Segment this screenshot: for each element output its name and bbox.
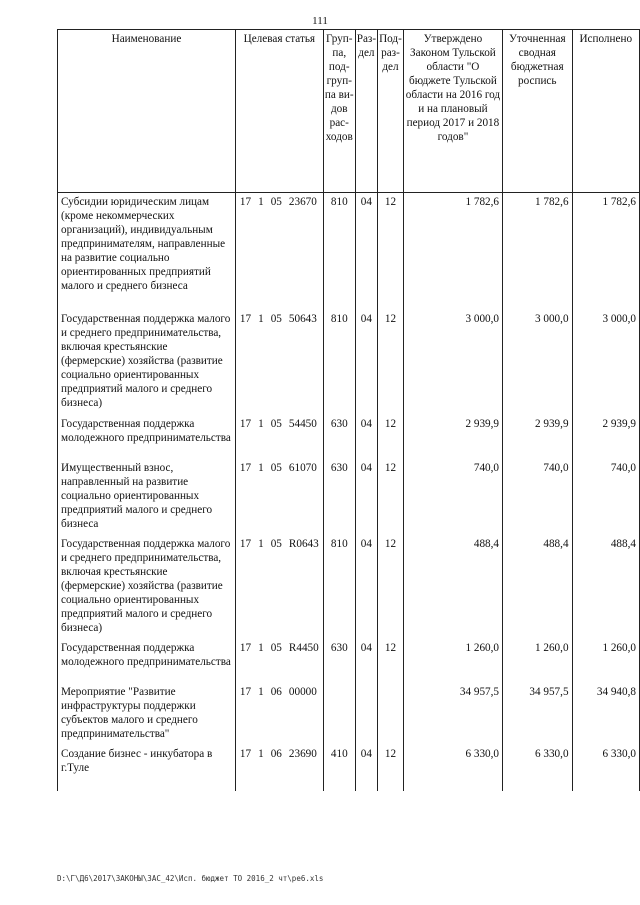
table-row bbox=[58, 310, 640, 415]
row-name: Субсидии юридическим лицам (кроме некоммерческих организаций), индивидуальным предпринимателям, направленные на развитие социально ориентированных предприятий малого и среднего бизнеса bbox=[58, 193, 236, 310]
code-event: 05 bbox=[270, 312, 282, 325]
row-refined: 488,4 bbox=[503, 535, 573, 639]
row-section: 04 bbox=[355, 310, 377, 415]
row-section bbox=[355, 683, 377, 745]
row-section: 04 bbox=[355, 535, 377, 639]
row-section: 04 bbox=[355, 639, 377, 683]
row-target-code bbox=[235, 415, 323, 459]
table-row bbox=[58, 535, 640, 639]
row-name: Создание бизнес - инкубатора в г.Туле bbox=[58, 745, 236, 791]
budget-table bbox=[57, 29, 640, 791]
code-event: 06 bbox=[270, 747, 282, 760]
row-group: 630 bbox=[323, 639, 355, 683]
code-event: 05 bbox=[270, 641, 282, 654]
code-subprogram: 1 bbox=[258, 747, 264, 760]
code-subprogram: 1 bbox=[258, 417, 264, 430]
row-executed: 34 940,8 bbox=[572, 683, 639, 745]
header-subsection: Под-раз-дел bbox=[378, 30, 404, 193]
table-row bbox=[58, 745, 640, 791]
row-approved: 6 330,0 bbox=[403, 745, 502, 791]
table-row bbox=[58, 193, 640, 310]
row-group: 630 bbox=[323, 459, 355, 535]
row-group: 630 bbox=[323, 415, 355, 459]
row-group: 810 bbox=[323, 535, 355, 639]
code-subprogram: 1 bbox=[258, 312, 264, 325]
header-section: Раз-дел bbox=[355, 30, 377, 193]
code-direction: R0643 bbox=[288, 537, 319, 550]
code-program: 17 bbox=[239, 312, 252, 325]
row-name: Государственная поддержка молодежного предпринимательства bbox=[58, 415, 236, 459]
header-executed: Исполнено bbox=[572, 30, 639, 193]
code-program: 17 bbox=[239, 537, 252, 550]
row-approved: 1 782,6 bbox=[403, 193, 502, 310]
row-subsection: 12 bbox=[378, 639, 404, 683]
code-program: 17 bbox=[239, 417, 252, 430]
row-target-code bbox=[235, 535, 323, 639]
row-executed: 6 330,0 bbox=[572, 745, 639, 791]
header-refined: Уточненная сводная бюджетная роспись bbox=[503, 30, 573, 193]
code-event: 05 bbox=[270, 461, 282, 474]
row-approved: 3 000,0 bbox=[403, 310, 502, 415]
row-approved: 488,4 bbox=[403, 535, 502, 639]
footer-file-path: D:\Г\Д6\2017\ЗАКОНЫ\ЗАС_42\Исп. бюджет ТО 2016_2 чт\ре6.xls bbox=[57, 874, 324, 883]
code-program: 17 bbox=[239, 461, 252, 474]
code-subprogram: 1 bbox=[258, 685, 264, 698]
row-refined: 34 957,5 bbox=[503, 683, 573, 745]
row-section: 04 bbox=[355, 745, 377, 791]
row-name: Имущественный взнос, направленный на развитие социально ориентированных предприятий малого и среднего бизнеса bbox=[58, 459, 236, 535]
row-subsection: 12 bbox=[378, 193, 404, 310]
table-row bbox=[58, 459, 640, 535]
row-executed: 2 939,9 bbox=[572, 415, 639, 459]
row-executed: 1 782,6 bbox=[572, 193, 639, 310]
row-subsection: 12 bbox=[378, 535, 404, 639]
row-target-code bbox=[235, 459, 323, 535]
code-subprogram: 1 bbox=[258, 641, 264, 654]
row-target-code bbox=[235, 745, 323, 791]
table-row bbox=[58, 415, 640, 459]
code-direction: 61070 bbox=[288, 461, 317, 474]
code-direction: 50643 bbox=[288, 312, 317, 325]
code-subprogram: 1 bbox=[258, 196, 264, 208]
row-subsection bbox=[378, 683, 404, 745]
row-refined: 1 260,0 bbox=[503, 639, 573, 683]
row-subsection: 12 bbox=[378, 415, 404, 459]
row-subsection: 12 bbox=[378, 459, 404, 535]
code-direction: R4450 bbox=[288, 641, 319, 654]
code-direction: 23690 bbox=[288, 747, 317, 760]
row-name: Государственная поддержка молодежного предпринимательства bbox=[58, 639, 236, 683]
code-program: 17 bbox=[239, 196, 252, 208]
row-refined: 740,0 bbox=[503, 459, 573, 535]
row-subsection: 12 bbox=[378, 310, 404, 415]
row-refined: 6 330,0 bbox=[503, 745, 573, 791]
row-executed: 488,4 bbox=[572, 535, 639, 639]
code-event: 06 bbox=[270, 685, 282, 698]
row-approved: 740,0 bbox=[403, 459, 502, 535]
row-executed: 3 000,0 bbox=[572, 310, 639, 415]
table-header-row bbox=[58, 30, 640, 193]
page-number: 111 bbox=[312, 15, 328, 27]
row-refined: 3 000,0 bbox=[503, 310, 573, 415]
header-name: Наименование bbox=[58, 30, 236, 193]
row-subsection: 12 bbox=[378, 745, 404, 791]
row-approved: 2 939,9 bbox=[403, 415, 502, 459]
row-name: Государственная поддержка малого и среднего предпринимательства, включая крестьянские (фермерские) хозяйства (развитие социально ориентированных предприятий малого и среднего бизнеса) bbox=[58, 535, 236, 639]
table-body bbox=[58, 193, 640, 791]
row-target-code bbox=[235, 193, 323, 310]
row-refined: 2 939,9 bbox=[503, 415, 573, 459]
row-refined: 1 782,6 bbox=[503, 193, 573, 310]
table-row bbox=[58, 639, 640, 683]
row-name: Мероприятие "Развитие инфраструктуры поддержки субъектов малого и среднего предпринимательства" bbox=[58, 683, 236, 745]
code-direction: 54450 bbox=[288, 417, 317, 430]
row-executed: 1 260,0 bbox=[572, 639, 639, 683]
code-program: 17 bbox=[239, 641, 252, 654]
row-target-code bbox=[235, 310, 323, 415]
code-program: 17 bbox=[239, 747, 252, 760]
header-group: Груп-па, под-груп-па ви-дов рас-ходов bbox=[323, 30, 355, 193]
code-subprogram: 1 bbox=[258, 461, 264, 474]
row-group bbox=[323, 683, 355, 745]
header-target: Целевая статья bbox=[235, 30, 323, 193]
code-event: 05 bbox=[270, 537, 282, 550]
code-direction: 00000 bbox=[288, 685, 317, 698]
row-section: 04 bbox=[355, 193, 377, 310]
row-target-code bbox=[235, 683, 323, 745]
code-direction: 23670 bbox=[288, 196, 317, 208]
row-section: 04 bbox=[355, 459, 377, 535]
code-program: 17 bbox=[239, 685, 252, 698]
row-section: 04 bbox=[355, 415, 377, 459]
row-name: Государственная поддержка малого и среднего предпринимательства, включая крестьянские (фермерские) хозяйства (развитие социально ориентированных предприятий малого и среднего бизнеса) bbox=[58, 310, 236, 415]
row-approved: 34 957,5 bbox=[403, 683, 502, 745]
row-group: 410 bbox=[323, 745, 355, 791]
row-executed: 740,0 bbox=[572, 459, 639, 535]
header-approved: Утверждено Законом Тульской области "О бюджете Тульской области на 2016 год и на плановый период 2017 и 2018 годов" bbox=[403, 30, 502, 193]
code-event: 05 bbox=[270, 196, 282, 208]
code-event: 05 bbox=[270, 417, 282, 430]
row-target-code bbox=[235, 639, 323, 683]
code-subprogram: 1 bbox=[258, 537, 264, 550]
row-group: 810 bbox=[323, 310, 355, 415]
row-group: 810 bbox=[323, 193, 355, 310]
row-approved: 1 260,0 bbox=[403, 639, 502, 683]
table-row bbox=[58, 683, 640, 745]
